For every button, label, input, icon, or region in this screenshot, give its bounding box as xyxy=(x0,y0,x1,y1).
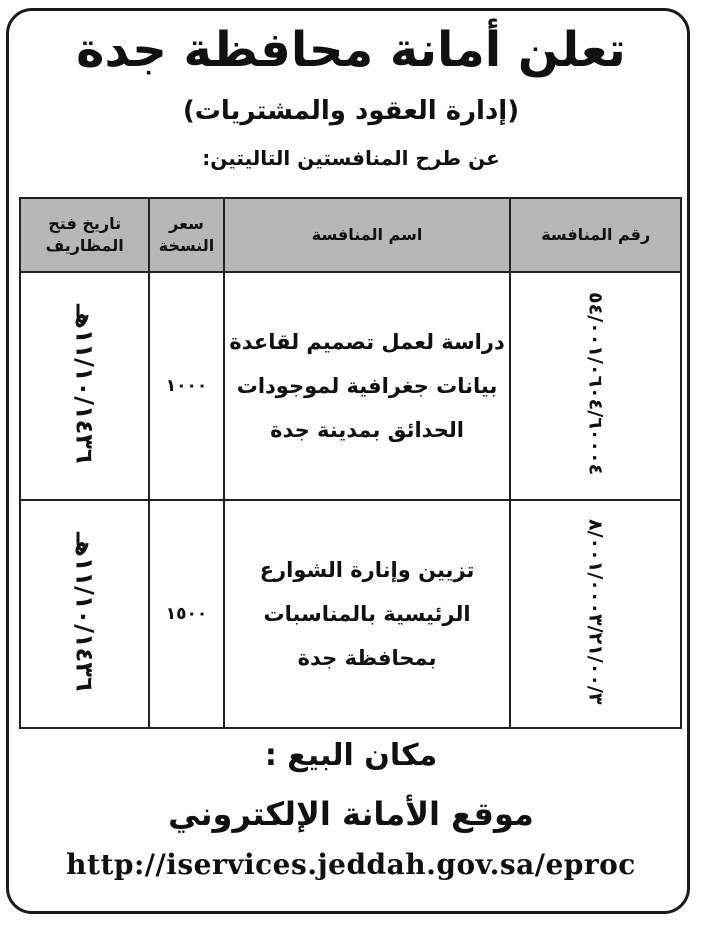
copy-price: ١٠٠٠ xyxy=(149,272,223,500)
copy-price: ١٥٠٠ xyxy=(149,500,223,728)
tender-number-cell xyxy=(510,272,681,500)
header-tender-name: اسم المنافسة xyxy=(224,198,511,272)
table-header-row xyxy=(20,198,681,272)
sale-place-value: موقع الأمانة الإلكتروني xyxy=(168,795,534,833)
department-subtitle: (إدارة العقود والمشتريات) xyxy=(182,96,520,126)
table-row xyxy=(20,500,681,728)
opening-date-cell xyxy=(20,500,149,728)
table-row xyxy=(20,272,681,500)
header-copy-price: سعر النسخة xyxy=(149,198,223,272)
opening-date: ١١/١٠/١٤٣٦هـ xyxy=(70,532,99,692)
intro-text: عن طرح المنافستين التاليتين: xyxy=(202,146,500,170)
opening-date: ١١/١٠/١٤٣٦هـ xyxy=(70,304,99,464)
opening-date-cell xyxy=(20,272,149,500)
tender-number: ٨/٠٠١/٠٠٠٣/٢١/٠٠/٣ xyxy=(584,519,607,705)
tender-number-cell xyxy=(510,500,681,728)
eproc-url-link[interactable]: http://iservices.jeddah.gov.sa/eproc xyxy=(66,848,636,881)
tender-name: تزيين وإنارة الشوارع الرئيسية بالمناسبات بمحافظة جدة xyxy=(224,500,511,728)
sale-place-label: مكان البيع : xyxy=(264,738,438,773)
tenders-table xyxy=(19,197,682,729)
tender-name: دراسة لعمل تصميم لقاعدة بيانات جغرافية لموجودات الحدائق بمدينة جدة xyxy=(224,272,511,500)
header-opening-date: تاريخ فتح المظاريف xyxy=(20,198,149,272)
announcement-title: تعلن أمانة محافظة جدة xyxy=(76,22,626,78)
header-tender-number: رقم المنافسة xyxy=(510,198,681,272)
tender-number: ٥٤/٠٠١/٠٦٠٤/٦٠٠٠٤ xyxy=(584,292,607,476)
